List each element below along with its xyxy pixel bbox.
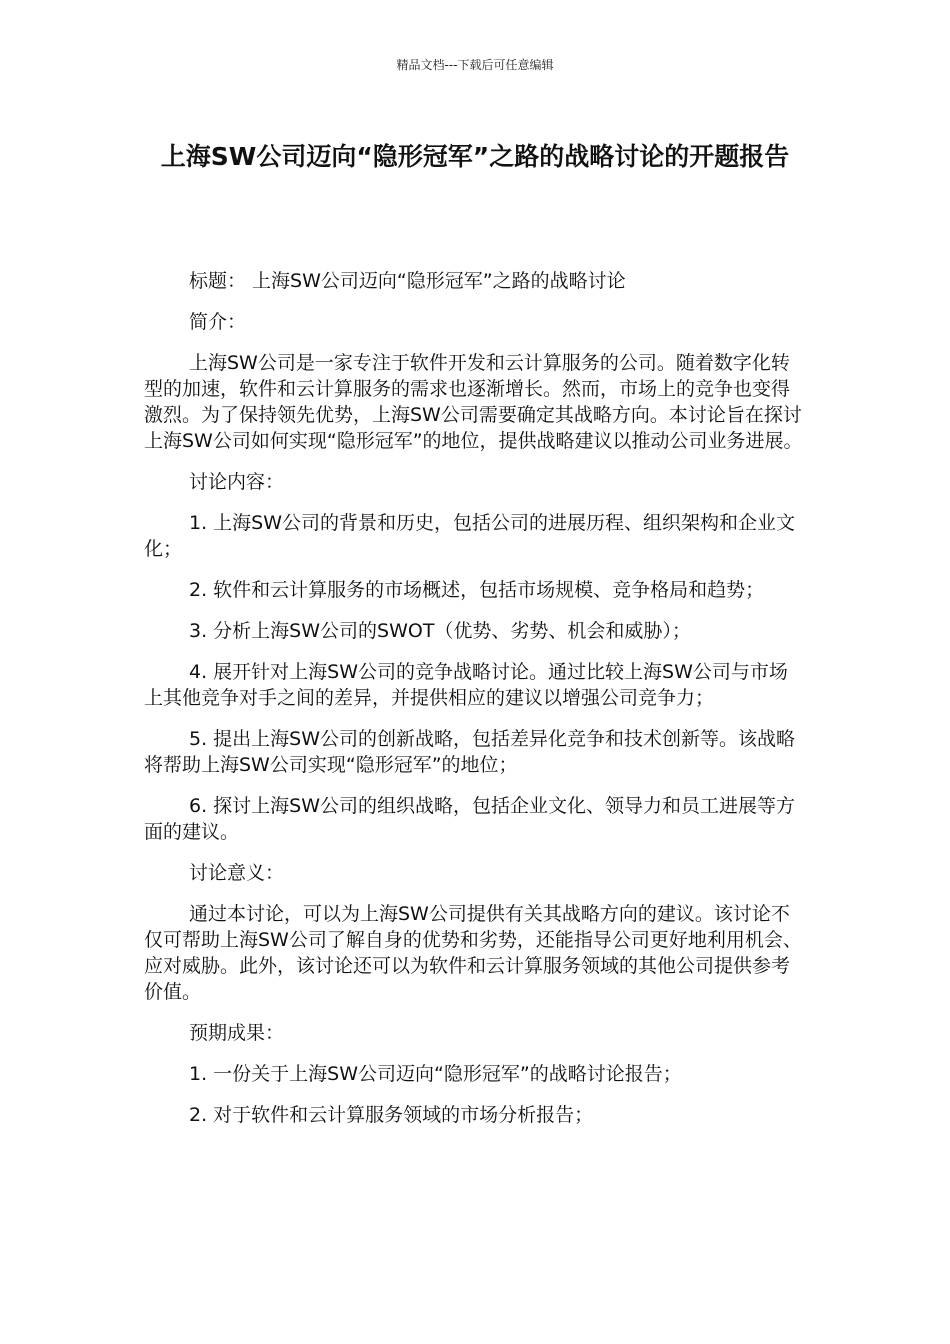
content-item-3: 3. 分析上海SW公司的SWOT（优势、劣势、机会和威胁）； — [189, 620, 691, 642]
document-title: 上海SW公司迈向“隐形冠军”之路的战略讨论的开题报告 — [160, 142, 790, 171]
subject-line: 标题： 上海SW公司迈向“隐形冠军”之路的战略讨论 — [189, 270, 626, 292]
content-item-6: 6. 探讨上海SW公司的组织战略，包括企业文化、领导力和员工进展等方面的建议。 — [144, 795, 796, 843]
document-body — [144, 268, 804, 1143]
intro-paragraph: 上海SW公司是一家专注于软件开发和云计算服务的公司。随着数字化转型的加速，软件和云计算服务的需求也逐渐增长。然而，市场上的竞争也变得激烈。为了保持领先优势，上海SW公司需要确定其战略方向。本讨论旨在探讨上海SW公司如何实现“隐形冠军”的地位，提供战略建议以推动公司业务进展。 — [144, 352, 803, 452]
content-item-4: 4. 展开针对上海SW公司的竞争战略讨论。通过比较上海SW公司与市场上其他竞争对手之间的差异，并提供相应的建议以增强公司竞争力； — [144, 661, 788, 709]
content-item-1: 1. 上海SW公司的背景和历史，包括公司的进展历程、组织架构和企业文化； — [144, 512, 796, 560]
outcome-item-2: 2. 对于软件和云计算服务领域的市场分析报告； — [189, 1104, 594, 1126]
content-item-2: 2. 软件和云计算服务的市场概述，包括市场规模、竞争格局和趋势； — [189, 579, 765, 601]
page-header-note: 精品文档---下载后可任意编辑 — [396, 58, 554, 72]
content-item-5: 5. 提出上海SW公司的创新战略，包括差异化竞争和技术创新等。该战略将帮助上海SW公司实现“隐形冠军”的地位； — [144, 728, 796, 776]
section-heading-intro: 简介： — [189, 311, 247, 333]
section-heading-outcomes: 预期成果： — [189, 1022, 285, 1044]
section-heading-significance: 讨论意义： — [189, 862, 285, 884]
significance-paragraph: 通过本讨论，可以为上海SW公司提供有关其战略方向的建议。该讨论不仅可帮助上海SW公司了解自身的优势和劣势，还能指导公司更好地利用机会、应对威胁。此外，该讨论还可以为软件和云计算服务领域的其他公司提供参考价值。 — [144, 903, 802, 1003]
section-heading-content: 讨论内容： — [189, 471, 285, 493]
outcome-item-1: 1. 一份关于上海SW公司迈向“隐形冠军”的战略讨论报告； — [189, 1063, 682, 1085]
